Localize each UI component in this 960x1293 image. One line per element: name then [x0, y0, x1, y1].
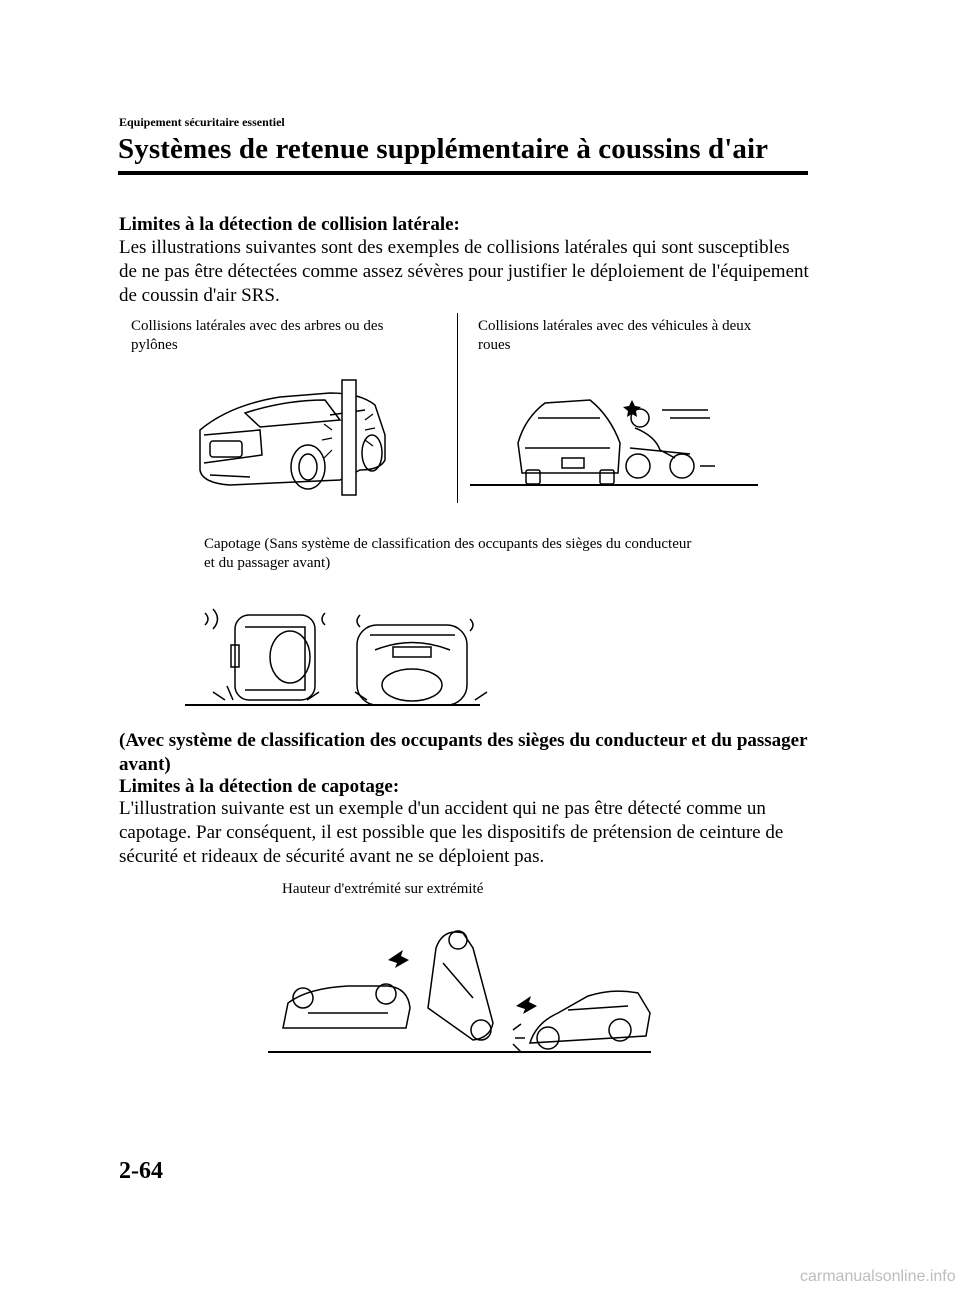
section-label: Equipement sécuritaire essentiel	[119, 115, 285, 129]
watermark: carmanualsonline.info	[800, 1268, 956, 1285]
pole-collision-illustration	[190, 375, 410, 500]
caption-rollover-line2: et du passager avant)	[204, 555, 331, 571]
rollover-subheading: Limites à la détection de capotage:	[119, 776, 400, 797]
occupant-classification-heading-line1: (Avec système de classification des occupants des sièges du conducteur et du passager	[119, 730, 808, 751]
caption-motorcycle-line1: Collisions latérales avec des véhicules à deux	[478, 318, 752, 334]
end-over-end-illustration	[268, 918, 653, 1058]
title-rule	[118, 171, 808, 175]
side-impact-body: Les illustrations suivantes sont des exemples de collisions latérales qui sont susceptibles de ne pas être détectées comme assez sévères pour justifier le déploiement de l'équipement de coussin d'air SRS.	[119, 237, 809, 306]
caption-end-over-end: Hauteur d'extrémité sur extrémité	[282, 881, 484, 897]
rollover-illustration	[185, 605, 480, 710]
page-title: Systèmes de retenue supplémentaire à coussins d'air	[118, 133, 769, 165]
caption-motorcycle-line2: roues	[478, 337, 511, 353]
caption-rollover-line1: Capotage (Sans système de classification des occupants des sièges du conducteur	[204, 536, 692, 552]
rollover-body: L'illustration suivante est un exemple d'un accident qui ne pas être détecté comme un capotage. Par conséquent, il est possible que les dispositifs de prétension de ceinture de sécurité et rideaux de sécurité avant ne se déploient pas.	[119, 798, 784, 867]
occupant-classification-heading-line2: avant)	[119, 754, 171, 775]
page-number: 2-64	[119, 1158, 163, 1184]
caption-pole-line2: pylônes	[131, 337, 178, 353]
side-impact-heading: Limites à la détection de collision latérale:	[119, 214, 460, 235]
caption-pole-line1: Collisions latérales avec des arbres ou des	[131, 318, 384, 334]
figure-divider	[457, 313, 458, 503]
motorcycle-collision-illustration	[470, 388, 760, 488]
